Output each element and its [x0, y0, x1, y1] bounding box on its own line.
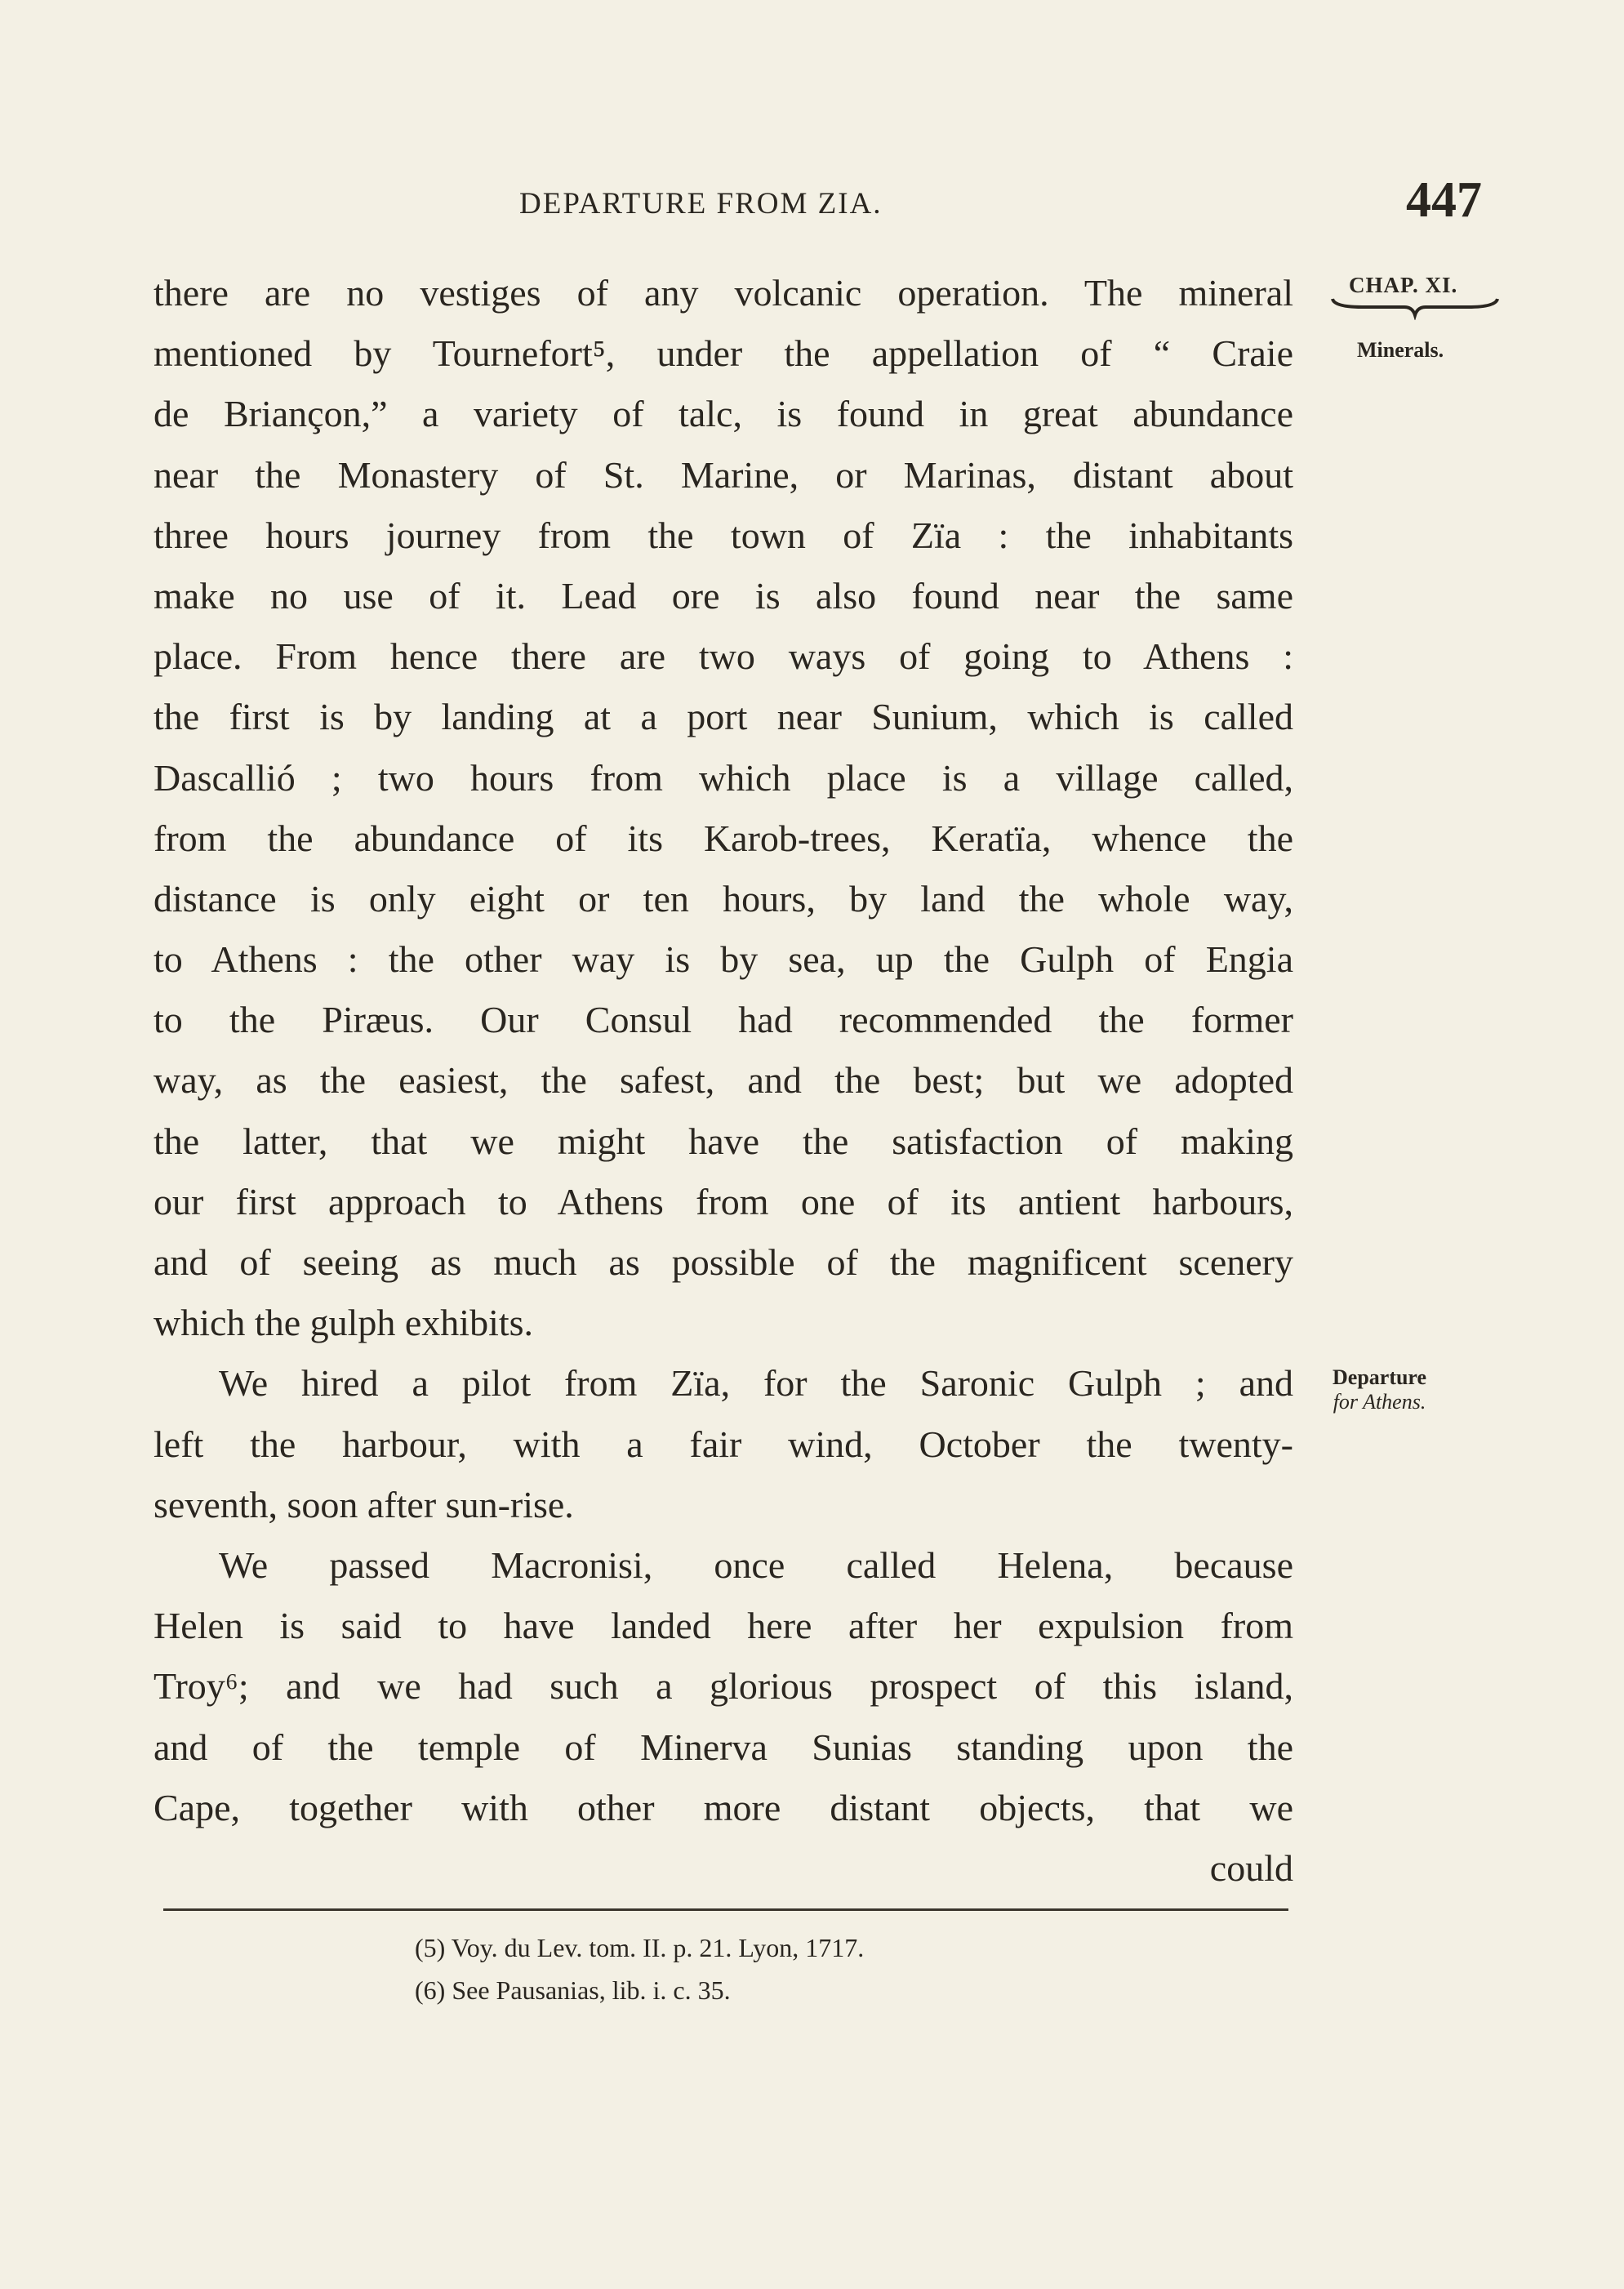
footnote: (6) See Pausanias, lib. i. c. 35. [415, 1975, 731, 2005]
catchword: could [1209, 1846, 1293, 1889]
text-line: Troy⁶; and we had such a glorious prospect of this island, [154, 1665, 1293, 1708]
text-line: the first is by landing at a port near Sunium, which is called [154, 696, 1293, 738]
text-line: and of seeing as much as possible of the magnificent scenery [154, 1241, 1293, 1283]
text-line: and of the temple of Minerva Sunias standing upon the [154, 1726, 1293, 1768]
text-line: Cape, together with other more distant objects, that we [154, 1786, 1293, 1828]
footnote: (5) Voy. du Lev. tom. II. p. 21. Lyon, 1717. [415, 1933, 865, 1962]
running-title: DEPARTURE FROM ZIA. [519, 187, 883, 220]
margin-note-line: Minerals. [1357, 338, 1444, 362]
text-line: to the Piræus. Our Consul had recommended the former [154, 999, 1293, 1041]
chapter-label: CHAP. XI. [1349, 273, 1458, 297]
page-number: 447 [1406, 172, 1482, 228]
text-line: the latter, that we might have the satisfaction of making [154, 1120, 1293, 1162]
margin-note-minerals [1357, 338, 1444, 363]
text-line: Helen is said to have landed here after her expulsion from [154, 1605, 1293, 1647]
text-line: from the abundance of its Karob-trees, Keratïa, whence the [154, 817, 1293, 859]
margin-note-departure [1333, 1365, 1426, 1414]
text-line: three hours journey from the town of Zïa : the inhabitants [154, 514, 1293, 556]
text-line: to Athens : the other way is by sea, up the Gulph of Engia [154, 938, 1293, 981]
text-line: seventh, soon after sun-rise. [154, 1483, 574, 1525]
text-line: there are no vestiges of any volcanic operation. The mineral [154, 272, 1293, 314]
margin-note-line: for Athens. [1333, 1390, 1426, 1414]
text-line: way, as the easiest, the safest, and the best; but we adopted [154, 1059, 1293, 1102]
text-line: de Briançon,” a variety of talc, is found in great abundance [154, 393, 1293, 435]
text-line: distance is only eight or ten hours, by land the whole way, [154, 877, 1293, 920]
body-text [154, 263, 1293, 1899]
text-line: Dascallió ; two hours from which place is a village called, [154, 756, 1293, 799]
text-line: We passed Macronisi, once called Helena, because [219, 1543, 1293, 1586]
text-line: which the gulph exhibits. [154, 1302, 534, 1344]
text-line: near the Monastery of St. Marine, or Marinas, distant about [154, 453, 1293, 496]
text-line: mentioned by Tournefort⁵, under the appellation of “ Craie [154, 332, 1293, 375]
text-line: our first approach to Athens from one of its antient harbours, [154, 1180, 1293, 1222]
text-line: left the harbour, with a fair wind, October the twenty- [154, 1423, 1293, 1465]
footnote-rule [163, 1908, 1288, 1911]
chapter-brace [1329, 296, 1501, 324]
text-line: place. From hence there are two ways of going to Athens : [154, 635, 1293, 678]
margin-note-line: Departure [1333, 1365, 1427, 1389]
text-line: We hired a pilot from Zïa, for the Saronic Gulph ; and [219, 1362, 1293, 1405]
footnotes [415, 1926, 864, 2011]
text-line: make no use of it. Lead ore is also found near the same [154, 574, 1293, 617]
